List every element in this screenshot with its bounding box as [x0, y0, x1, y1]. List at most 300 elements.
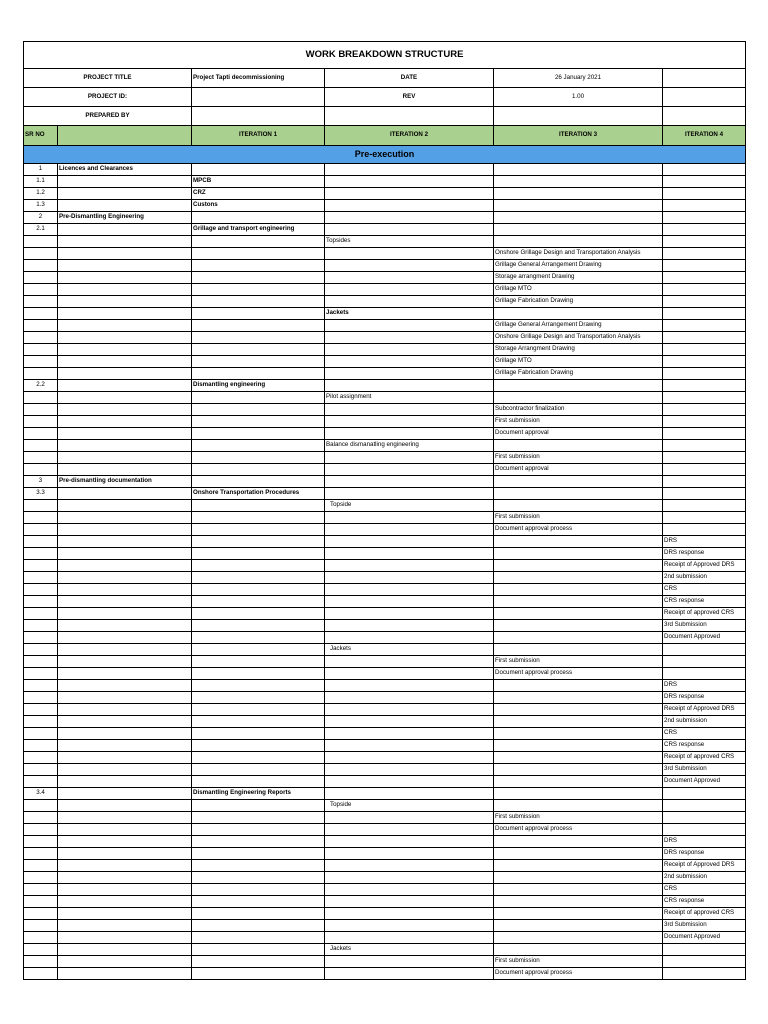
level-3-cell	[325, 404, 494, 416]
level-1-cell	[58, 620, 192, 632]
level-2-cell	[192, 740, 325, 752]
level-3-cell	[325, 380, 494, 392]
column-header-iteration-2: ITERATION 2	[325, 126, 494, 146]
level-3-cell	[325, 284, 494, 296]
project-id-value	[192, 88, 325, 107]
table-row	[24, 500, 746, 512]
level-1-cell: Pre-Dismantling Engineering	[58, 212, 192, 224]
level-5-cell	[663, 344, 746, 356]
level-3-cell	[325, 476, 494, 488]
level-2-cell	[192, 320, 325, 332]
level-2-cell	[192, 560, 325, 572]
level-2-cell	[192, 308, 325, 320]
level-1-cell	[58, 800, 192, 812]
page-title: WORK BREAKDOWN STRUCTURE	[24, 42, 746, 69]
level-5-cell: 2nd submission	[663, 872, 746, 884]
level-1-cell	[58, 764, 192, 776]
level-1-cell	[58, 632, 192, 644]
level-2-cell	[192, 920, 325, 932]
level-2-cell	[192, 584, 325, 596]
level-3-cell	[325, 932, 494, 944]
level-5-cell: Receipt of Approved DRS	[663, 860, 746, 872]
level-4-cell	[494, 476, 663, 488]
level-1-cell	[58, 584, 192, 596]
level-1-cell	[58, 464, 192, 476]
level-1-cell	[58, 680, 192, 692]
level-2-cell	[192, 536, 325, 548]
sr-no-cell	[24, 368, 58, 380]
sr-no-cell	[24, 896, 58, 908]
level-2-cell	[192, 404, 325, 416]
sr-no-cell	[24, 356, 58, 368]
level-4-cell	[494, 392, 663, 404]
level-5-cell	[663, 656, 746, 668]
level-2-cell	[192, 620, 325, 632]
level-1-cell	[58, 572, 192, 584]
level-4-cell: Onshore Grillage Design and Transportation Analysis	[494, 332, 663, 344]
level-3-cell	[325, 656, 494, 668]
table-row	[24, 608, 746, 620]
level-3-cell: Jackets	[325, 644, 494, 656]
level-2-cell	[192, 908, 325, 920]
table-row	[24, 824, 746, 836]
sr-no-cell	[24, 272, 58, 284]
date-label: DATE	[325, 69, 494, 88]
sr-no-cell: 2	[24, 212, 58, 224]
level-4-cell	[494, 380, 663, 392]
table-row	[24, 812, 746, 824]
level-1-cell	[58, 920, 192, 932]
sr-no-cell	[24, 284, 58, 296]
level-4-cell: First submission	[494, 956, 663, 968]
level-4-cell	[494, 932, 663, 944]
level-2-cell	[192, 836, 325, 848]
level-3-cell	[325, 536, 494, 548]
table-row	[24, 488, 746, 500]
column-header-sr-no: SR NO	[24, 126, 58, 146]
level-2-cell	[192, 668, 325, 680]
date-value: 26 January 2021	[494, 69, 663, 88]
level-5-cell: DRS	[663, 836, 746, 848]
level-2-cell	[192, 680, 325, 692]
level-1-cell	[58, 776, 192, 788]
level-3-cell	[325, 512, 494, 524]
level-3-cell: Jackets	[325, 944, 494, 956]
table-row	[24, 848, 746, 860]
level-4-cell	[494, 176, 663, 188]
level-1-cell	[58, 500, 192, 512]
level-2-cell: MPCB	[192, 176, 325, 188]
level-2-cell: Onshore Transportation Procedures	[192, 488, 325, 500]
level-3-cell: Jackets	[325, 308, 494, 320]
table-row	[24, 836, 746, 848]
sr-no-cell	[24, 800, 58, 812]
level-2-cell	[192, 236, 325, 248]
level-1-cell	[58, 188, 192, 200]
level-1-cell	[58, 344, 192, 356]
sr-no-cell	[24, 908, 58, 920]
level-3-cell	[325, 668, 494, 680]
level-5-cell	[663, 644, 746, 656]
level-5-cell	[663, 332, 746, 344]
level-5-cell: CRS	[663, 728, 746, 740]
level-3-cell	[325, 728, 494, 740]
level-3-cell	[325, 548, 494, 560]
level-3-cell	[325, 416, 494, 428]
level-5-cell	[663, 296, 746, 308]
level-2-cell	[192, 212, 325, 224]
level-2-cell	[192, 464, 325, 476]
level-3-cell	[325, 752, 494, 764]
level-3-cell	[325, 272, 494, 284]
level-2-cell	[192, 848, 325, 860]
level-3-cell: Topsides	[325, 236, 494, 248]
level-5-cell	[663, 512, 746, 524]
level-3-cell: Balance dismanatling engineering	[325, 440, 494, 452]
level-1-cell: Licences and Clearances	[58, 164, 192, 176]
sr-no-cell	[24, 344, 58, 356]
table-row	[24, 572, 746, 584]
level-3-cell	[325, 848, 494, 860]
level-2-cell	[192, 704, 325, 716]
table-row	[24, 440, 746, 452]
level-5-cell	[663, 368, 746, 380]
table-row	[24, 872, 746, 884]
sr-no-cell	[24, 836, 58, 848]
level-4-cell: First submission	[494, 416, 663, 428]
table-row	[24, 692, 746, 704]
rev-label: REV	[325, 88, 494, 107]
sr-no-cell	[24, 500, 58, 512]
level-2-cell	[192, 392, 325, 404]
level-4-cell	[494, 740, 663, 752]
level-5-cell	[663, 320, 746, 332]
level-1-cell	[58, 644, 192, 656]
wbs-table	[23, 41, 746, 980]
level-1-cell	[58, 968, 192, 980]
level-4-cell	[494, 872, 663, 884]
sr-no-cell	[24, 704, 58, 716]
level-1-cell	[58, 956, 192, 968]
level-5-cell: CRS	[663, 584, 746, 596]
level-5-cell: Document Approved	[663, 776, 746, 788]
sr-no-cell	[24, 608, 58, 620]
level-2-cell	[192, 548, 325, 560]
sr-no-cell	[24, 872, 58, 884]
column-header-empty	[58, 126, 192, 146]
level-5-cell: CRS response	[663, 596, 746, 608]
level-1-cell	[58, 944, 192, 956]
level-2-cell	[192, 824, 325, 836]
level-4-cell: Subcontractor finalization	[494, 404, 663, 416]
sr-no-cell	[24, 848, 58, 860]
level-1-cell	[58, 284, 192, 296]
level-2-cell	[192, 332, 325, 344]
sr-no-cell	[24, 296, 58, 308]
level-4-cell	[494, 908, 663, 920]
level-1-cell	[58, 356, 192, 368]
sr-no-cell	[24, 620, 58, 632]
level-3-cell	[325, 776, 494, 788]
level-2-cell	[192, 728, 325, 740]
level-3-cell	[325, 296, 494, 308]
level-2-cell	[192, 884, 325, 896]
table-row	[24, 248, 746, 260]
prepared-by-value	[192, 107, 325, 126]
level-4-cell	[494, 200, 663, 212]
level-3-cell	[325, 488, 494, 500]
level-5-cell: DRS	[663, 536, 746, 548]
level-3-cell	[325, 620, 494, 632]
level-4-cell: Document approval process	[494, 824, 663, 836]
level-2-cell	[192, 428, 325, 440]
level-2-cell	[192, 716, 325, 728]
table-row	[24, 308, 746, 320]
level-4-cell: Grillage Fabrication Drawing	[494, 368, 663, 380]
sr-no-cell	[24, 584, 58, 596]
level-5-cell	[663, 224, 746, 236]
sr-no-cell	[24, 596, 58, 608]
level-4-cell	[494, 860, 663, 872]
level-3-cell	[325, 428, 494, 440]
level-1-cell	[58, 788, 192, 800]
table-row	[24, 392, 746, 404]
sr-no-cell	[24, 740, 58, 752]
level-3-cell	[325, 164, 494, 176]
level-5-cell: 3rd Submission	[663, 620, 746, 632]
level-2-cell	[192, 944, 325, 956]
level-2-cell	[192, 164, 325, 176]
level-1-cell	[58, 872, 192, 884]
level-3-cell	[325, 692, 494, 704]
level-4-cell	[494, 560, 663, 572]
level-5-cell: 3rd Submission	[663, 920, 746, 932]
level-2-cell	[192, 812, 325, 824]
level-5-cell: DRS response	[663, 848, 746, 860]
table-row	[24, 548, 746, 560]
level-4-cell	[494, 728, 663, 740]
level-4-cell	[494, 572, 663, 584]
level-5-cell: Receipt of Approved DRS	[663, 704, 746, 716]
level-3-cell	[325, 452, 494, 464]
sr-no-cell: 1.1	[24, 176, 58, 188]
level-4-cell	[494, 848, 663, 860]
level-1-cell	[58, 248, 192, 260]
level-5-cell	[663, 824, 746, 836]
level-3-cell	[325, 176, 494, 188]
table-row	[24, 200, 746, 212]
level-4-cell: Storage Arrangment Drawing	[494, 344, 663, 356]
level-4-cell	[494, 764, 663, 776]
table-row	[24, 968, 746, 980]
level-3-cell: Pilot assignment	[325, 392, 494, 404]
table-row	[24, 932, 746, 944]
level-3-cell: Topside	[325, 500, 494, 512]
level-5-cell	[663, 200, 746, 212]
level-3-cell	[325, 572, 494, 584]
level-4-cell: Document approval process	[494, 524, 663, 536]
level-3-cell	[325, 524, 494, 536]
level-4-cell	[494, 716, 663, 728]
level-5-cell: CRS	[663, 884, 746, 896]
table-row	[24, 752, 746, 764]
table-row	[24, 740, 746, 752]
level-4-cell	[494, 788, 663, 800]
level-1-cell	[58, 608, 192, 620]
level-2-cell	[192, 572, 325, 584]
level-4-cell: Grillage MTO	[494, 356, 663, 368]
level-1-cell	[58, 272, 192, 284]
level-4-cell	[494, 584, 663, 596]
level-2-cell	[192, 248, 325, 260]
level-1-cell	[58, 236, 192, 248]
level-1-cell	[58, 716, 192, 728]
sr-no-cell: 3.4	[24, 788, 58, 800]
level-3-cell	[325, 632, 494, 644]
level-4-cell: Grillage MTO	[494, 284, 663, 296]
level-3-cell	[325, 788, 494, 800]
level-5-cell	[663, 236, 746, 248]
level-4-cell: Grillage Fabrication Drawing	[494, 296, 663, 308]
table-row	[24, 380, 746, 392]
level-1-cell	[58, 176, 192, 188]
table-row	[24, 884, 746, 896]
table-row	[24, 956, 746, 968]
sr-no-cell	[24, 944, 58, 956]
level-2-cell	[192, 752, 325, 764]
level-4-cell	[494, 488, 663, 500]
level-2-cell	[192, 596, 325, 608]
level-1-cell	[58, 392, 192, 404]
level-1-cell	[58, 416, 192, 428]
level-5-cell	[663, 812, 746, 824]
sr-no-cell	[24, 716, 58, 728]
table-row	[24, 704, 746, 716]
level-5-cell	[663, 176, 746, 188]
table-row	[24, 272, 746, 284]
sr-no-cell	[24, 392, 58, 404]
sr-no-cell	[24, 920, 58, 932]
level-5-cell: DRS	[663, 680, 746, 692]
header-empty-cell	[325, 107, 494, 126]
level-3-cell	[325, 608, 494, 620]
level-1-cell	[58, 884, 192, 896]
table-row	[24, 596, 746, 608]
level-4-cell	[494, 692, 663, 704]
level-2-cell	[192, 764, 325, 776]
level-1-cell	[58, 320, 192, 332]
level-5-cell	[663, 488, 746, 500]
level-5-cell	[663, 524, 746, 536]
level-1-cell	[58, 200, 192, 212]
level-5-cell	[663, 272, 746, 284]
level-4-cell: First submission	[494, 452, 663, 464]
level-4-cell: Grillage General Arrangement Drawing	[494, 320, 663, 332]
level-4-cell: Storage arrangment Drawing	[494, 272, 663, 284]
level-5-cell	[663, 464, 746, 476]
table-row	[24, 416, 746, 428]
table-row	[24, 668, 746, 680]
level-1-cell	[58, 296, 192, 308]
sr-no-cell	[24, 536, 58, 548]
sr-no-cell: 2.1	[24, 224, 58, 236]
sr-no-cell	[24, 752, 58, 764]
table-row	[24, 188, 746, 200]
level-5-cell: Receipt of approved CRS	[663, 908, 746, 920]
level-5-cell: CRS response	[663, 740, 746, 752]
table-row	[24, 356, 746, 368]
level-5-cell	[663, 944, 746, 956]
column-header-iteration-1: ITERATION 1	[192, 126, 325, 146]
level-5-cell	[663, 428, 746, 440]
level-4-cell	[494, 308, 663, 320]
level-4-cell	[494, 236, 663, 248]
level-2-cell	[192, 896, 325, 908]
table-row	[24, 404, 746, 416]
prepared-by-label: PREPARED BY	[24, 107, 192, 126]
level-5-cell	[663, 788, 746, 800]
level-2-cell	[192, 272, 325, 284]
sr-no-cell	[24, 404, 58, 416]
level-3-cell	[325, 320, 494, 332]
level-1-cell	[58, 440, 192, 452]
level-2-cell	[192, 968, 325, 980]
level-1-cell	[58, 728, 192, 740]
table-row	[24, 296, 746, 308]
level-3-cell	[325, 896, 494, 908]
level-2-cell	[192, 476, 325, 488]
level-4-cell: First submission	[494, 812, 663, 824]
level-5-cell	[663, 668, 746, 680]
level-3-cell	[325, 188, 494, 200]
sr-no-cell	[24, 656, 58, 668]
table-row	[24, 800, 746, 812]
level-3-cell	[325, 560, 494, 572]
level-3-cell	[325, 956, 494, 968]
sr-no-cell	[24, 548, 58, 560]
level-4-cell: Document approval process	[494, 968, 663, 980]
level-3-cell	[325, 344, 494, 356]
level-4-cell: Document approval process	[494, 668, 663, 680]
table-row	[24, 644, 746, 656]
level-5-cell: Document Approved	[663, 632, 746, 644]
level-3-cell	[325, 332, 494, 344]
table-row	[24, 584, 746, 596]
level-3-cell	[325, 872, 494, 884]
level-1-cell	[58, 848, 192, 860]
level-4-cell: First submission	[494, 512, 663, 524]
level-2-cell	[192, 800, 325, 812]
level-4-cell: Grillage General Arrangement Drawing	[494, 260, 663, 272]
level-5-cell	[663, 248, 746, 260]
level-1-cell	[58, 332, 192, 344]
level-1-cell	[58, 656, 192, 668]
level-4-cell	[494, 836, 663, 848]
level-3-cell	[325, 260, 494, 272]
level-1-cell	[58, 524, 192, 536]
level-4-cell	[494, 500, 663, 512]
level-5-cell	[663, 452, 746, 464]
level-4-cell	[494, 944, 663, 956]
table-row	[24, 368, 746, 380]
sr-no-cell	[24, 956, 58, 968]
sr-no-cell	[24, 416, 58, 428]
level-4-cell	[494, 752, 663, 764]
level-2-cell	[192, 500, 325, 512]
table-row	[24, 212, 746, 224]
table-row	[24, 536, 746, 548]
level-4-cell	[494, 644, 663, 656]
